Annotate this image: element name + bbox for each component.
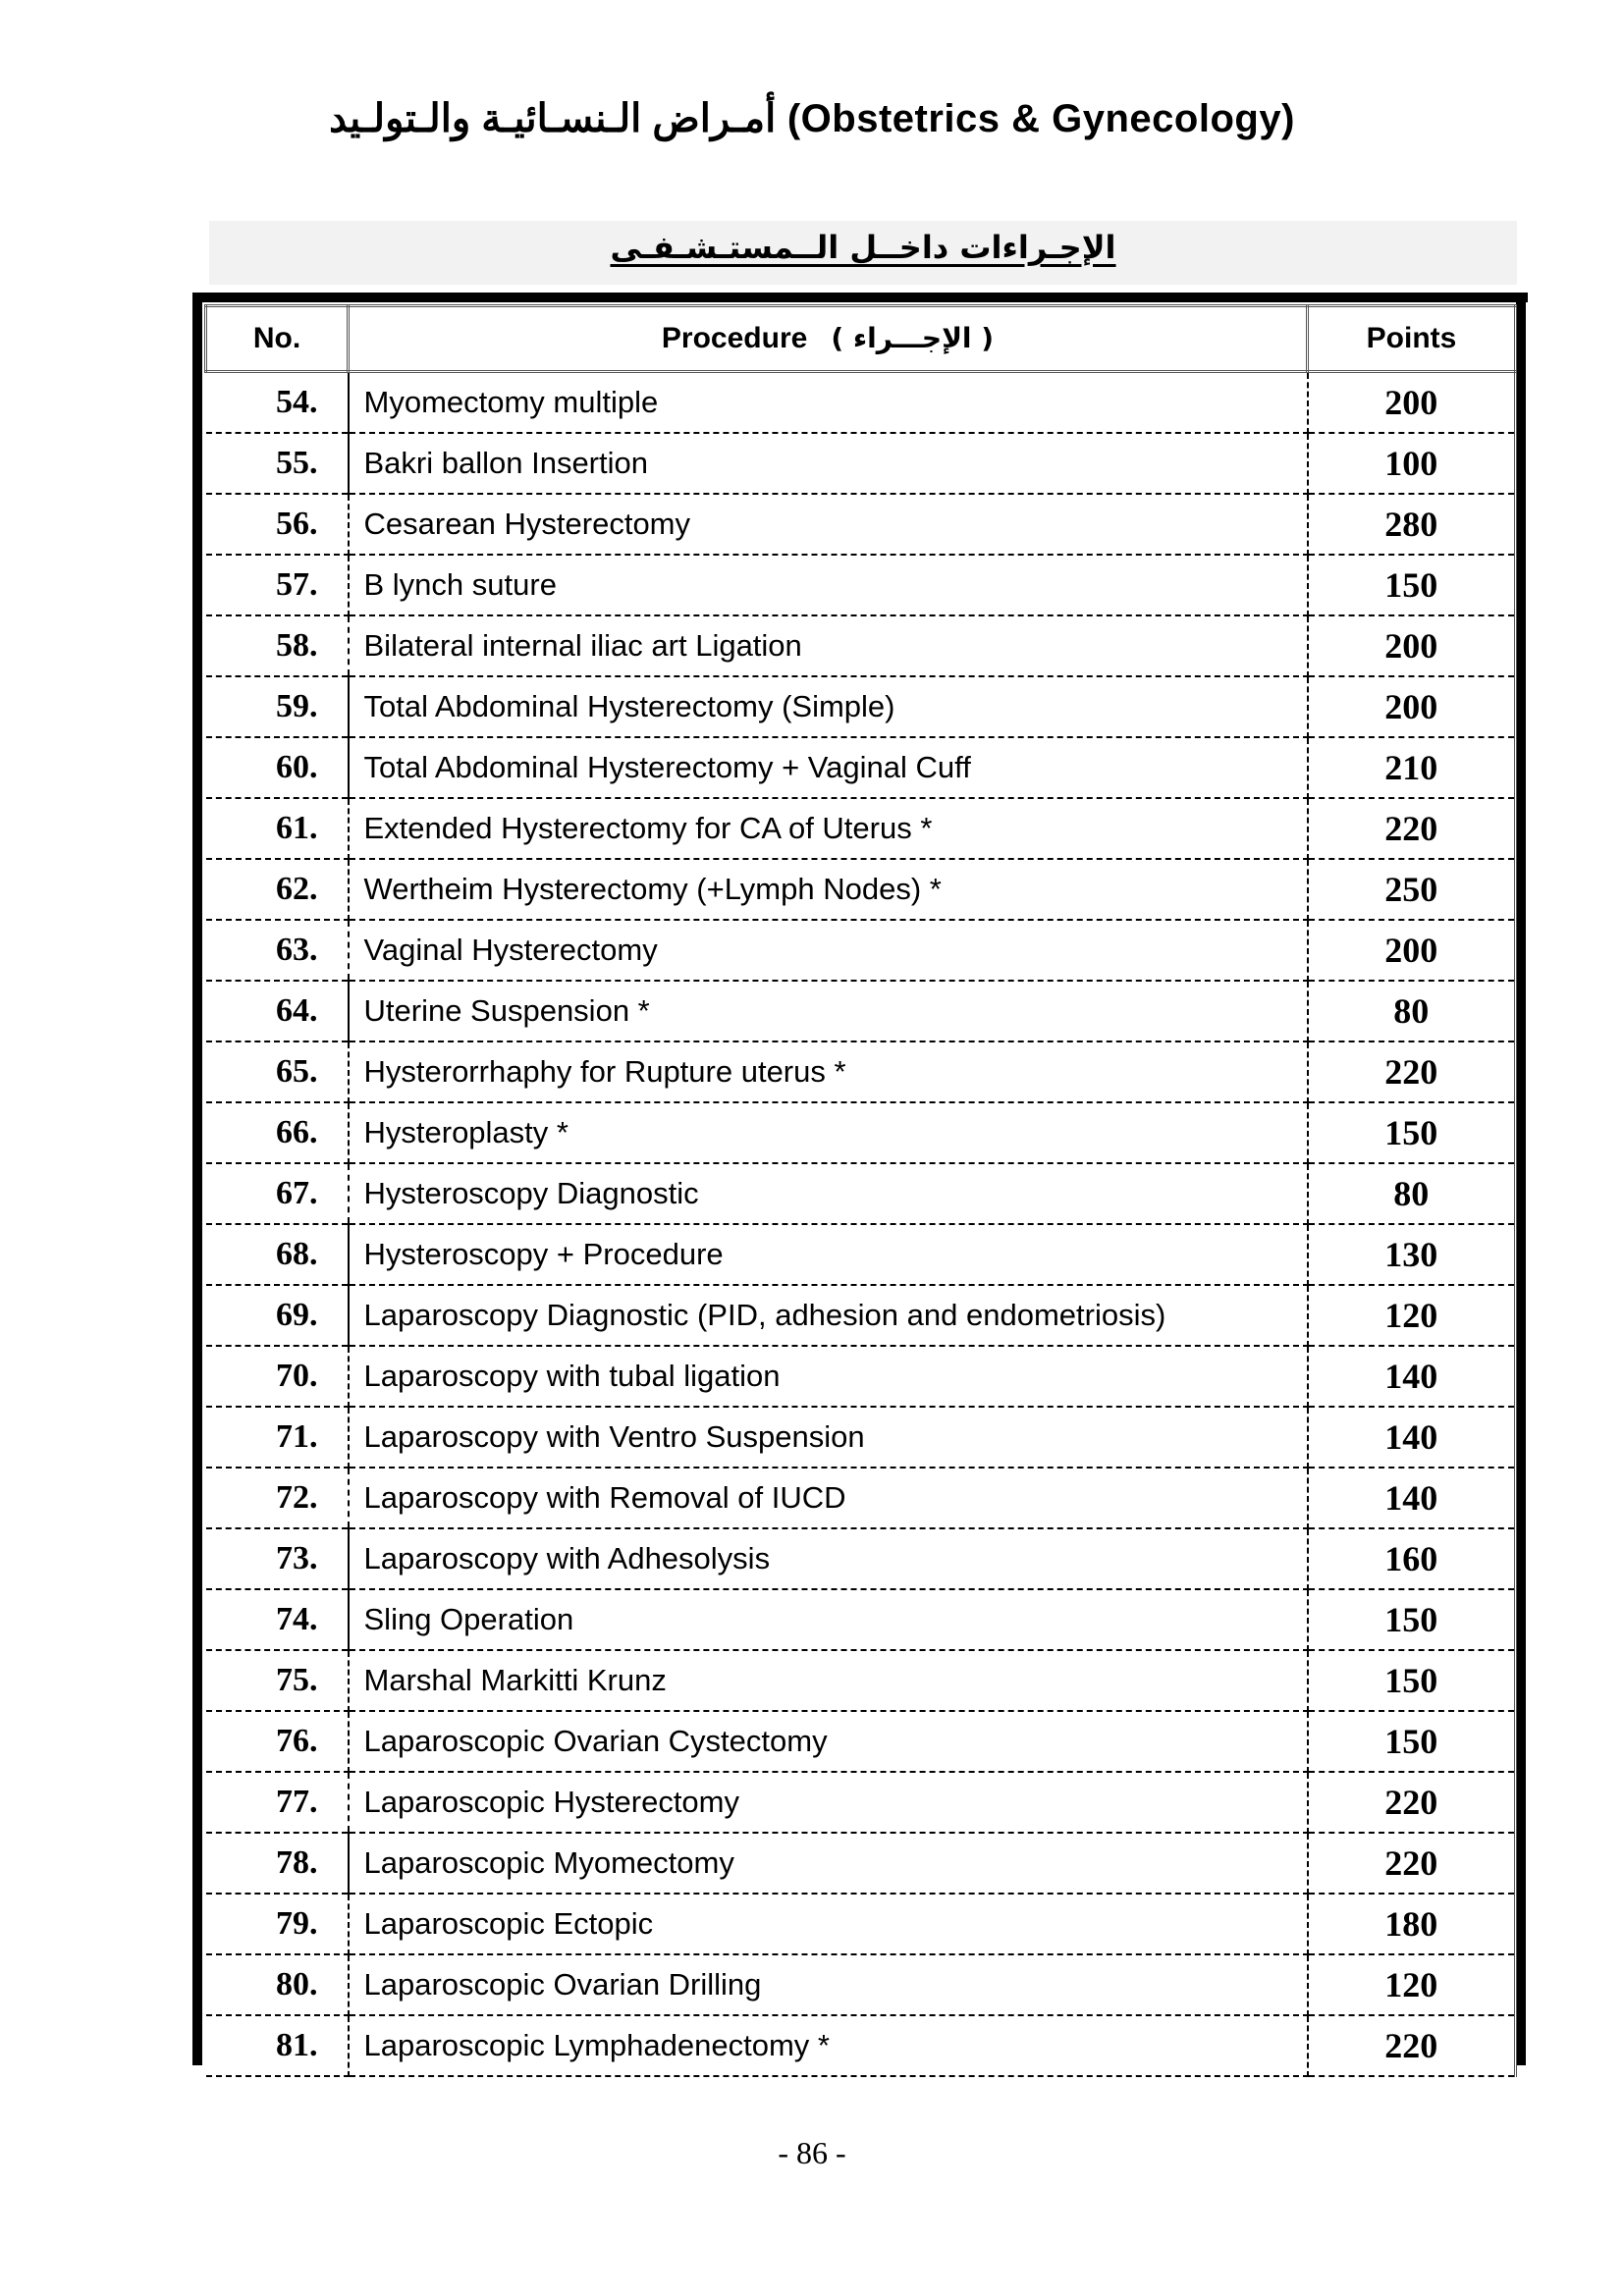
table-row	[206, 1528, 1516, 1589]
row-number: 57.	[206, 555, 349, 615]
row-number: 63.	[206, 920, 349, 981]
points-value: 120	[1308, 1954, 1516, 2015]
points-value: 140	[1308, 1407, 1516, 1468]
procedure-name: Laparoscopic Ovarian Drilling	[349, 1954, 1308, 2015]
points-value: 210	[1308, 737, 1516, 798]
points-value: 150	[1308, 1650, 1516, 1711]
table-row	[206, 555, 1516, 615]
table-row	[206, 1954, 1516, 2015]
row-number: 77.	[206, 1772, 349, 1833]
points-value: 250	[1308, 859, 1516, 920]
points-value: 180	[1308, 1894, 1516, 1954]
points-value: 120	[1308, 1285, 1516, 1346]
points-value: 150	[1308, 555, 1516, 615]
points-value: 280	[1308, 494, 1516, 555]
procedure-name: Hysteroplasty *	[349, 1102, 1308, 1163]
procedure-name: Laparoscopy Diagnostic (PID, adhesion and endometriosis)	[349, 1285, 1308, 1346]
row-number: 74.	[206, 1589, 349, 1650]
procedure-name: Laparoscopy with Adhesolysis	[349, 1528, 1308, 1589]
procedure-name: Laparoscopy with Removal of IUCD	[349, 1468, 1308, 1528]
table-row	[206, 798, 1516, 859]
points-value: 200	[1308, 676, 1516, 737]
procedure-name: Vaginal Hysterectomy	[349, 920, 1308, 981]
procedure-name: Total Abdominal Hysterectomy + Vaginal Cuff	[349, 737, 1308, 798]
points-value: 140	[1308, 1346, 1516, 1407]
row-number: 64.	[206, 981, 349, 1041]
procedures-table	[204, 304, 1517, 2077]
procedure-name: Cesarean Hysterectomy	[349, 494, 1308, 555]
row-number: 61.	[206, 798, 349, 859]
table-row	[206, 981, 1516, 1041]
row-number: 67.	[206, 1163, 349, 1224]
table-row	[206, 920, 1516, 981]
points-value: 80	[1308, 981, 1516, 1041]
table-row	[206, 737, 1516, 798]
table-border-right	[1516, 293, 1526, 2065]
table-row	[206, 433, 1516, 494]
row-number: 70.	[206, 1346, 349, 1407]
procedure-name: Uterine Suspension *	[349, 981, 1308, 1041]
table-row	[206, 2015, 1516, 2076]
procedure-name: B lynch suture	[349, 555, 1308, 615]
procedure-name: Laparoscopic Lymphadenectomy *	[349, 2015, 1308, 2076]
page-number: - 86 -	[778, 2135, 846, 2170]
table-border-top	[192, 293, 1528, 302]
row-number: 59.	[206, 676, 349, 737]
procedure-name: Laparoscopy with tubal ligation	[349, 1346, 1308, 1407]
procedure-name: Extended Hysterectomy for CA of Uterus *	[349, 798, 1308, 859]
table-header-row	[206, 306, 1516, 372]
row-number: 56.	[206, 494, 349, 555]
row-number: 55.	[206, 433, 349, 494]
points-value: 140	[1308, 1468, 1516, 1528]
table-row	[206, 1589, 1516, 1650]
table-row	[206, 372, 1516, 434]
table-row	[206, 1894, 1516, 1954]
procedure-name: Bakri ballon Insertion	[349, 433, 1308, 494]
table-row	[206, 859, 1516, 920]
header-procedure	[349, 306, 1308, 372]
row-number: 71.	[206, 1407, 349, 1468]
table-body	[206, 372, 1516, 2077]
points-value: 220	[1308, 798, 1516, 859]
table-row	[206, 1285, 1516, 1346]
procedure-name: Laparoscopy with Ventro Suspension	[349, 1407, 1308, 1468]
header-procedure-arabic: ( الإجـــراء )	[831, 322, 995, 354]
row-number: 79.	[206, 1894, 349, 1954]
procedure-name: Marshal Markitti Krunz	[349, 1650, 1308, 1711]
section-heading: الإجـراءات داخــل الــمستـشـفـى	[610, 229, 1116, 266]
row-number: 60.	[206, 737, 349, 798]
points-value: 150	[1308, 1589, 1516, 1650]
page-title: (Obstetrics & Gynecology) أمـراض الـنسـائيـة والـتولـيد	[329, 97, 1295, 140]
points-value: 220	[1308, 2015, 1516, 2076]
table-row	[206, 1650, 1516, 1711]
points-value: 130	[1308, 1224, 1516, 1285]
procedure-name: Myomectomy multiple	[349, 372, 1308, 434]
table-row	[206, 615, 1516, 676]
table-row	[206, 1102, 1516, 1163]
row-number: 58.	[206, 615, 349, 676]
table-row	[206, 494, 1516, 555]
procedure-name: Sling Operation	[349, 1589, 1308, 1650]
row-number: 76.	[206, 1711, 349, 1772]
row-number: 69.	[206, 1285, 349, 1346]
row-number: 80.	[206, 1954, 349, 2015]
procedure-name: Bilateral internal iliac art Ligation	[349, 615, 1308, 676]
table-row	[206, 1772, 1516, 1833]
procedure-name: Wertheim Hysterectomy (+Lymph Nodes) *	[349, 859, 1308, 920]
procedure-name: Laparoscopic Ectopic	[349, 1894, 1308, 1954]
points-value: 100	[1308, 433, 1516, 494]
table-row	[206, 1711, 1516, 1772]
procedure-name: Laparoscopic Hysterectomy	[349, 1772, 1308, 1833]
procedure-name: Hysteroscopy + Procedure	[349, 1224, 1308, 1285]
points-value: 200	[1308, 372, 1516, 434]
table-row	[206, 676, 1516, 737]
row-number: 65.	[206, 1041, 349, 1102]
points-value: 150	[1308, 1711, 1516, 1772]
table-row	[206, 1163, 1516, 1224]
points-value: 150	[1308, 1102, 1516, 1163]
row-number: 68.	[206, 1224, 349, 1285]
row-number: 66.	[206, 1102, 349, 1163]
procedure-name: Total Abdominal Hysterectomy (Simple)	[349, 676, 1308, 737]
row-number: 78.	[206, 1833, 349, 1894]
table-row	[206, 1407, 1516, 1468]
table-row	[206, 1346, 1516, 1407]
procedure-name: Hysteroscopy Diagnostic	[349, 1163, 1308, 1224]
points-value: 160	[1308, 1528, 1516, 1589]
header-points: Points	[1308, 306, 1516, 372]
section-heading-banner	[209, 221, 1517, 285]
row-number: 81.	[206, 2015, 349, 2076]
table-row	[206, 1041, 1516, 1102]
points-value: 80	[1308, 1163, 1516, 1224]
header-procedure-label: Procedure	[661, 322, 808, 354]
points-value: 200	[1308, 615, 1516, 676]
points-value: 220	[1308, 1041, 1516, 1102]
table-row	[206, 1468, 1516, 1528]
header-no: No.	[206, 306, 349, 372]
row-number: 62.	[206, 859, 349, 920]
table-border-left	[192, 293, 202, 2065]
procedure-name: Hysterorrhaphy for Rupture uterus *	[349, 1041, 1308, 1102]
row-number: 75.	[206, 1650, 349, 1711]
row-number: 72.	[206, 1468, 349, 1528]
points-value: 220	[1308, 1772, 1516, 1833]
table-row	[206, 1224, 1516, 1285]
procedure-name: Laparoscopic Ovarian Cystectomy	[349, 1711, 1308, 1772]
row-number: 73.	[206, 1528, 349, 1589]
row-number: 54.	[206, 372, 349, 434]
points-value: 220	[1308, 1833, 1516, 1894]
table-row	[206, 1833, 1516, 1894]
procedure-name: Laparoscopic Myomectomy	[349, 1833, 1308, 1894]
points-value: 200	[1308, 920, 1516, 981]
